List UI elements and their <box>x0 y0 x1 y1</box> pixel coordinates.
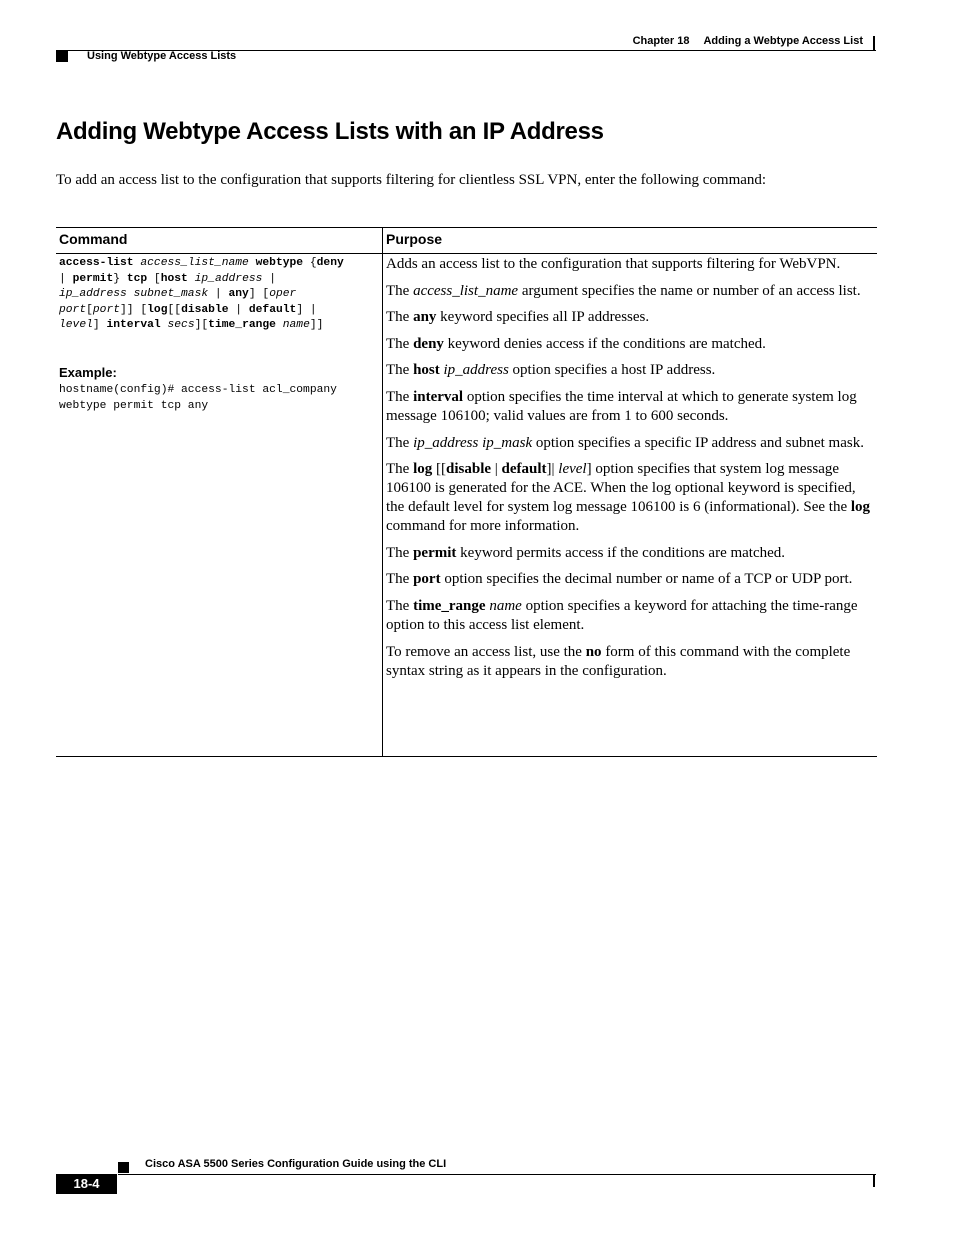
purpose-paragraph: To remove an access list, use the no form of this command with the complete syntax string as it appears in the configuration. <box>386 643 851 679</box>
purpose-paragraph: The any keyword specifies all IP addresses. <box>386 309 650 326</box>
running-header-chapter <box>633 35 863 47</box>
purpose-paragraph: The deny keyword denies access if the conditions are matched. <box>386 335 766 352</box>
purpose-paragraph: The permit keyword permits access if the conditions are matched. <box>386 544 786 561</box>
purpose-paragraph: The access_list_name argument specifies the name or number of an access list. <box>386 282 861 299</box>
column-header-purpose: Purpose <box>386 231 443 247</box>
chapter-title: Adding a Webtype Access List <box>703 35 863 47</box>
footer-marker-square <box>118 1162 129 1173</box>
purpose-paragraph: The host ip_address option specifies a host IP address. <box>386 362 716 379</box>
column-header-command: Command <box>59 231 128 247</box>
purpose-paragraph: The ip_address ip_mask option specifies a specific IP address and subnet mask. <box>386 434 864 451</box>
command-syntax: access-list access_list_name webtype {deny | permit} tcp [host ip_address | ip_address subnet_mask | any] [oper port[port]] [log[[disable | default] | level] interval secs][time_range name]] <box>59 257 344 332</box>
table-bottom-rule <box>56 756 877 757</box>
table-header-rule <box>56 253 877 254</box>
example-code: hostname(config)# access-list acl_company webtype permit tcp any <box>59 384 337 412</box>
purpose-paragraph: Adds an access list to the configuration that supports filtering for WebVPN. <box>386 256 841 272</box>
header-right-tick <box>873 36 875 50</box>
running-header-section: Using Webtype Access Lists <box>87 50 237 62</box>
intro-paragraph: To add an access list to the configuration that supports filtering for clientless SSL VPN, enter the following command: <box>56 172 767 188</box>
chapter-number: Chapter 18 <box>632 35 690 47</box>
footer-rule <box>118 1174 876 1175</box>
purpose-paragraph: The time_range name option specifies a keyword for attaching the time-range option to this access list element. <box>386 597 858 633</box>
footer-book-title: Cisco ASA 5500 Series Configuration Guide using the CLI <box>145 1158 447 1170</box>
purpose-paragraph: The log [[disable | default]| level] option specifies that system log message 106100 is generated for the ACE. When the log optional keyword is specified, the default level for system log message 106100 is 6 (informational). See the log command for more information. <box>386 461 871 535</box>
purpose-column <box>386 255 872 688</box>
example-label: Example: <box>59 365 117 380</box>
table-top-rule <box>56 227 877 228</box>
purpose-paragraph: The interval option specifies the time interval at which to generate system log message 106100; valid values are from 1 to 600 seconds. <box>386 388 857 424</box>
purpose-paragraph: The port option specifies the decimal number or name of a TCP or UDP port. <box>386 571 853 588</box>
page-number: 18-4 <box>56 1174 117 1194</box>
table-column-divider <box>382 227 383 757</box>
page-title: Adding Webtype Access Lists with an IP Address <box>56 118 604 145</box>
footer-right-tick <box>873 1175 875 1187</box>
header-marker-square <box>56 51 68 62</box>
